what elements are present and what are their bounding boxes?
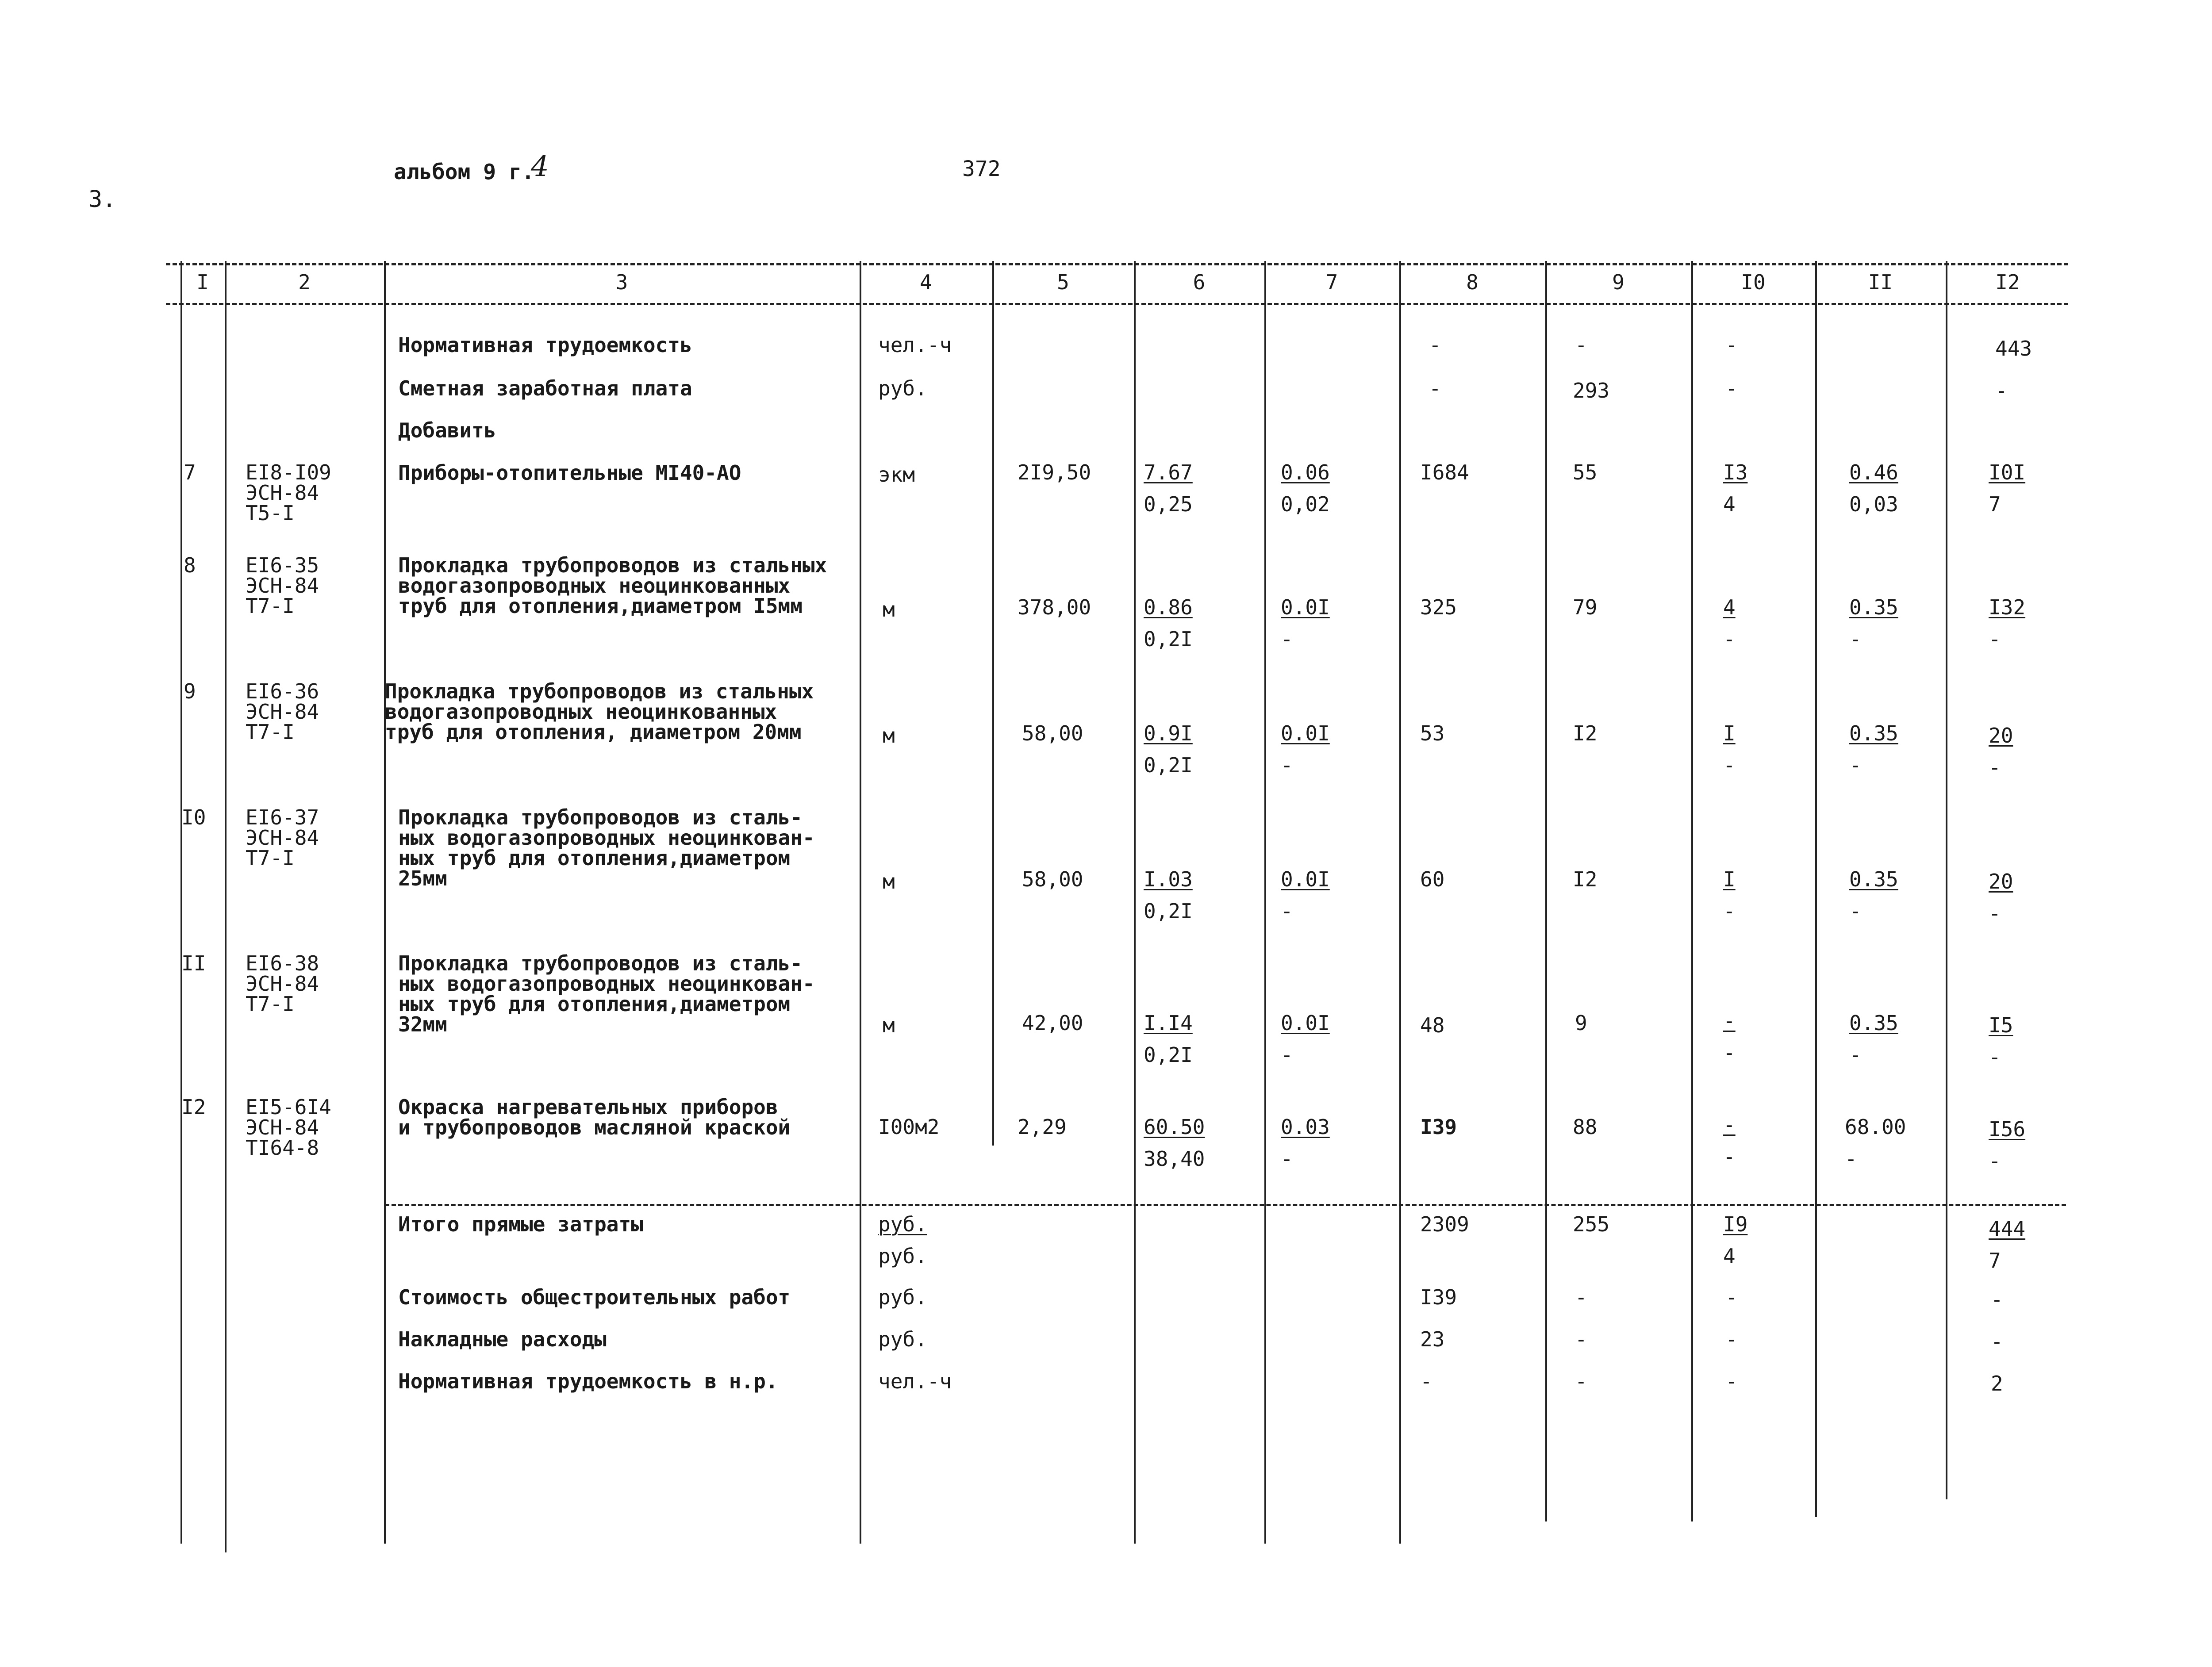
cell-c7: 0.0I -: [1281, 721, 1330, 777]
cell-c10: -: [1725, 1285, 1738, 1309]
cell-c9: 293: [1573, 379, 1610, 402]
row-unit: руб.: [878, 1327, 927, 1351]
cell-c8: 53: [1420, 721, 1445, 745]
row-unit: чел.-ч: [878, 1369, 952, 1393]
cell-c10: -: [1725, 1369, 1738, 1393]
cell-c11: 0.35 -: [1849, 1011, 1898, 1067]
row-unit: м: [883, 1013, 895, 1037]
col-divider: [1946, 261, 1947, 1499]
col-divider: [384, 261, 386, 1544]
cell-c10: I -: [1723, 721, 1736, 777]
col-divider: [1691, 261, 1693, 1521]
col-divider: [180, 261, 182, 1544]
row-unit: руб.: [878, 376, 927, 400]
column-header: I0: [1741, 270, 1766, 294]
row-unit: I00м2: [878, 1115, 940, 1139]
cell-c7: 0.06 0,02: [1281, 460, 1330, 516]
row-qty: 58,00: [1022, 721, 1083, 745]
row-code: EI6-35 ЭСН-84 T7-I: [246, 553, 319, 618]
row-qty: 42,00: [1022, 1011, 1083, 1035]
cell-c12: 444 7: [1989, 1217, 2026, 1272]
row-number: 8: [184, 553, 196, 577]
cell-c10: I -: [1723, 867, 1736, 923]
row-code: EI6-36 ЭСН-84 T7-I: [246, 679, 319, 744]
row-description: Прокладка трубопроводов из сталь- ных водогазопроводных неоцинкован- ных труб для отопления,диаметром 32мм: [398, 951, 815, 1036]
cell-c9: 9: [1575, 1011, 1587, 1035]
cell-c9: 88: [1573, 1115, 1598, 1139]
album-label: альбом 9 г.: [394, 160, 534, 184]
column-header: 9: [1612, 270, 1624, 294]
row-name: Нормативная трудоемкость: [398, 333, 692, 357]
cell-c8: -: [1429, 333, 1441, 357]
column-header: 7: [1325, 270, 1338, 294]
row-description: Прокладка трубопроводов из сталь- ных водогазопроводных неоцинкован- ных труб для отопления,диаметром 25мм: [398, 805, 815, 890]
cell-c12: I5 -: [1989, 1013, 2013, 1069]
cell-c12: I56 -: [1989, 1117, 2026, 1173]
cell-c11: 0.35 -: [1849, 721, 1898, 777]
cell-c10: - -: [1723, 1113, 1736, 1169]
cell-c10: -: [1725, 333, 1738, 357]
col-divider: [1264, 261, 1266, 1544]
section-add-label: Добавить: [398, 418, 496, 442]
header-bottom-rule: [166, 303, 2068, 305]
cell-c7: 0.03 -: [1281, 1115, 1330, 1171]
column-header: II: [1868, 270, 1893, 294]
row-qty: 58,00: [1022, 867, 1083, 891]
cell-c8: -: [1420, 1369, 1432, 1393]
column-header: 3: [615, 270, 628, 294]
col-divider: [225, 261, 227, 1552]
cell-c9: 79: [1573, 595, 1598, 619]
col-divider: [1545, 261, 1547, 1521]
cell-c10: - -: [1723, 1009, 1736, 1065]
column-header: 5: [1057, 270, 1069, 294]
cell-c9: 255: [1573, 1212, 1610, 1236]
cell-c8: I684: [1420, 460, 1469, 484]
cell-c9: -: [1575, 333, 1587, 357]
cell-c9: 55: [1573, 460, 1598, 484]
cell-c12: -: [1991, 1288, 2003, 1311]
row-code: EI6-38 ЭСН-84 T7-I: [246, 951, 319, 1016]
row-number: II: [181, 951, 206, 975]
row-description: Окраска нагревательных приборов и трубопроводов масляной краской: [398, 1095, 791, 1139]
column-header: I: [196, 270, 209, 294]
cell-c8: 60: [1420, 867, 1445, 891]
cell-c12: 20 -: [1989, 870, 2013, 925]
col-divider: [860, 261, 861, 1544]
cell-c11: 0.35 -: [1849, 595, 1898, 651]
cell-c9: I2: [1573, 867, 1598, 891]
cell-c10: -: [1725, 376, 1738, 400]
cell-c6: 7.67 0,25: [1144, 460, 1193, 516]
col-divider: [1815, 261, 1817, 1517]
cell-c7: 0.0I -: [1281, 1011, 1330, 1067]
cell-c9: -: [1575, 1285, 1587, 1309]
cell-c10: -: [1725, 1327, 1738, 1351]
cell-c11: 68.00 -: [1845, 1115, 1906, 1171]
cell-c8: I39: [1420, 1285, 1457, 1309]
cell-c9: -: [1575, 1327, 1587, 1351]
cell-c8: 23: [1420, 1327, 1445, 1351]
row-code: EI5-6I4 ЭСН-84 TI64-8: [246, 1095, 331, 1160]
cell-c11: 0.46 0,03: [1849, 460, 1898, 516]
row-unit: экм: [878, 463, 915, 487]
cell-c10: 4 -: [1723, 595, 1736, 651]
row-name: Сметная заработная плата: [398, 376, 692, 400]
cell-c12: -: [1995, 379, 2008, 402]
column-header: 8: [1466, 270, 1479, 294]
row-qty: 378,00: [1018, 595, 1091, 619]
column-header: I2: [1995, 270, 2020, 294]
cell-c10: I3 4: [1723, 460, 1748, 516]
row-description: Прокладка трубопроводов из стальных водогазопроводных неоцинкованных труб для отопления,диаметром I5мм: [398, 553, 827, 618]
cell-c8: 325: [1420, 595, 1457, 619]
col-divider: [992, 261, 994, 1146]
cell-c6: I.03 0,2I: [1144, 867, 1193, 923]
cell-c8: 48: [1420, 1013, 1445, 1037]
cell-c12: 20 -: [1989, 724, 2013, 779]
row-name: Итого прямые затраты: [398, 1212, 643, 1236]
row-number: I0: [181, 805, 206, 829]
cell-c7: 0.0I -: [1281, 595, 1330, 651]
cell-c12: 443: [1995, 337, 2032, 360]
cell-c9: I2: [1573, 721, 1598, 745]
cell-c9: -: [1575, 1369, 1587, 1393]
cell-c6: 0.86 0,2I: [1144, 595, 1193, 651]
cell-c12: 2: [1991, 1372, 2003, 1395]
cell-c6: I.I4 0,2I: [1144, 1011, 1193, 1067]
column-header: 2: [298, 270, 311, 294]
cell-c8: 2309: [1420, 1212, 1469, 1236]
row-code: EI6-37 ЭСН-84 T7-I: [246, 805, 319, 870]
row-name: Нормативная трудоемкость в н.р.: [398, 1369, 778, 1393]
cell-c6: 60.50 38,40: [1144, 1115, 1205, 1171]
cell-c12: I0I 7: [1989, 460, 2026, 516]
row-qty: 2,29: [1018, 1115, 1067, 1139]
album-handwritten-number: 4: [531, 150, 549, 183]
row-qty: 2I9,50: [1018, 460, 1091, 484]
row-description: Прокладка трубопроводов из стальных водогазопроводных неоцинкованных труб для отопления, диаметром 20мм: [385, 679, 814, 744]
row-unit: м: [883, 724, 895, 747]
totals-rule: [385, 1204, 2066, 1206]
row-number: I2: [181, 1095, 206, 1119]
row-code: EI8-I09 ЭСН-84 T5-I: [246, 460, 331, 525]
cell-c11: 0.35 -: [1849, 867, 1898, 923]
row-number: 9: [184, 679, 196, 703]
cell-c8: -: [1429, 376, 1441, 400]
row-unit: руб.: [878, 1285, 927, 1309]
row-unit: м: [883, 598, 895, 621]
col-divider: [1399, 261, 1401, 1544]
cell-c10: I9 4: [1723, 1212, 1748, 1268]
column-header: 4: [920, 270, 932, 294]
row-unit: м: [883, 870, 895, 893]
row-description: Приборы-отопительные МI40-АО: [398, 461, 741, 485]
header-top-rule: [166, 263, 2068, 265]
cell-c12: -: [1991, 1330, 2003, 1353]
row-unit: чел.-ч: [878, 333, 952, 357]
col-divider: [1134, 261, 1136, 1544]
margin-mark: 3.: [88, 186, 116, 213]
row-name: Стоимость общестроительных работ: [398, 1285, 791, 1309]
cell-c7: 0.0I -: [1281, 867, 1330, 923]
row-name: Накладные расходы: [398, 1327, 607, 1351]
column-header: 6: [1193, 270, 1206, 294]
cell-c6: 0.9I 0,2I: [1144, 721, 1193, 777]
row-number: 7: [184, 460, 196, 484]
cell-c8: I39: [1420, 1115, 1457, 1139]
row-unit: руб. руб.: [878, 1212, 927, 1268]
page-number: 372: [962, 157, 1001, 181]
cell-c12: I32 -: [1989, 595, 2026, 651]
